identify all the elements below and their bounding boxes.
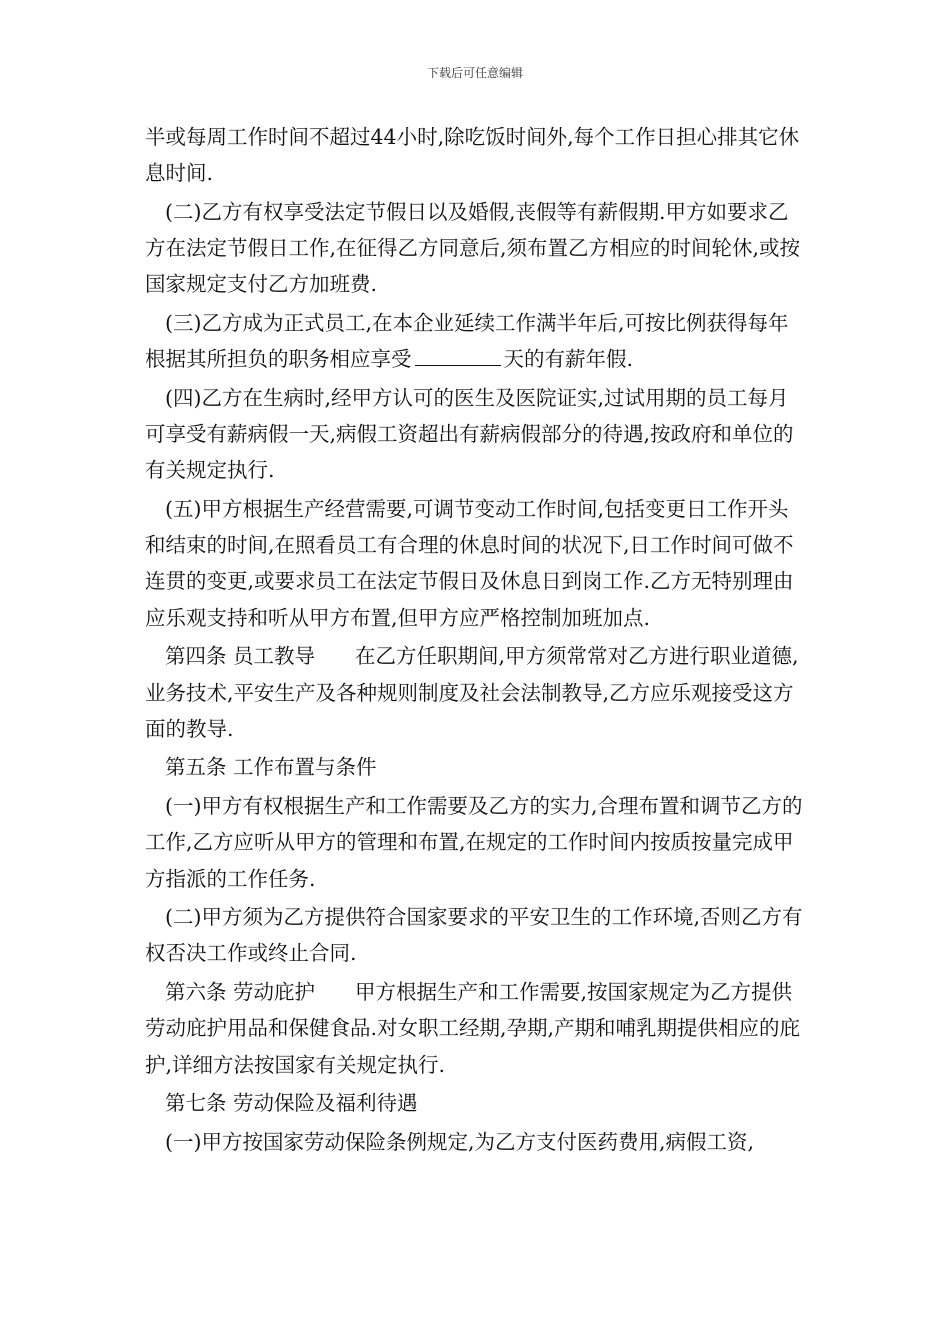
paragraph-holidays: (二)乙方有权享受法定节假日以及婚假,丧假等有薪假期.甲方如要求乙方在法定节假日工作,在征得乙方同意后,须布置乙方相应的时间轮休,或按国家规定支付乙方加班费. xyxy=(145,199,801,297)
article-6-title: 第六条 劳动庇护 xyxy=(165,980,316,1005)
paragraph-article-6 xyxy=(145,974,809,1083)
paragraph-article-4 xyxy=(145,638,809,747)
blank-days-field[interactable] xyxy=(415,343,501,366)
article-7-title: 第七条 劳动保险及福利待遇 xyxy=(165,1091,418,1116)
paragraph-annual-leave xyxy=(145,305,809,377)
paragraph-work-time-adjust: (五)甲方根据生产经营需要,可调节变动工作时间,包括变更日工作开头和结束的时间,在照看员工有合理的休息时间的状况下,日工作时间可做不连贯的变更,或要求员工在法定节假日及休息日到岗工作.乙方无特别理由应乐观支持和听从甲方布置,但甲方应严格控制加班加点. xyxy=(145,497,794,630)
paragraph-continuation: 半或每周工作时间不超过44小时,除吃饭时间外,每个工作日担心排其它休息时间. xyxy=(145,125,800,186)
paragraph-work-environment: (二)甲方须为乙方提供符合国家要求的平安卫生的工作环境,否则乙方有权否决工作或终止合同. xyxy=(145,905,803,966)
article-4-title: 第四条 员工教导 xyxy=(165,644,316,669)
page-header: 下载后可任意编辑 xyxy=(426,66,523,80)
document-body xyxy=(145,119,809,1163)
article-5-title: 第五条 工作布置与条件 xyxy=(165,755,377,780)
paragraph-medical-expenses: (一)甲方按国家劳动保险条例规定,为乙方支付医药费用,病假工资, xyxy=(165,1129,755,1154)
article-6-body: 甲方根据生产和工作需要,按国家规定为乙方提供劳动庇护用品和保健食品.对女职工经期,孕期,产期和哺乳期提供相应的庇护,详细方法按国家有关规定执行. xyxy=(145,980,801,1077)
annual-leave-text-a: (三)乙方成为正式员工,在本企业延续工作满半年后,可按比例获得每年根据其所担负的职务相应享受 xyxy=(145,311,789,372)
paragraph-sick-leave: (四)乙方在生病时,经甲方认可的医生及医院证实,过试用期的员工每月可享受有薪病假一天,病假工资超出有薪病假部分的待遇,按政府和单位的有关规定执行. xyxy=(145,385,794,483)
article-4-body: 在乙方任职期间,甲方须常常对乙方进行职业道德,业务技术,平安生产及各种规则制度及社会法制教导,乙方应乐观接受这方面的教导. xyxy=(145,644,799,741)
paragraph-work-assignment: (一)甲方有权根据生产和工作需要及乙方的实力,合理布置和调节乙方的工作,乙方应听从甲方的管理和布置,在规定的工作时间内按质按量完成甲方指派的工作任务. xyxy=(145,794,803,891)
annual-leave-text-b: 天的有薪年假. xyxy=(503,347,634,372)
